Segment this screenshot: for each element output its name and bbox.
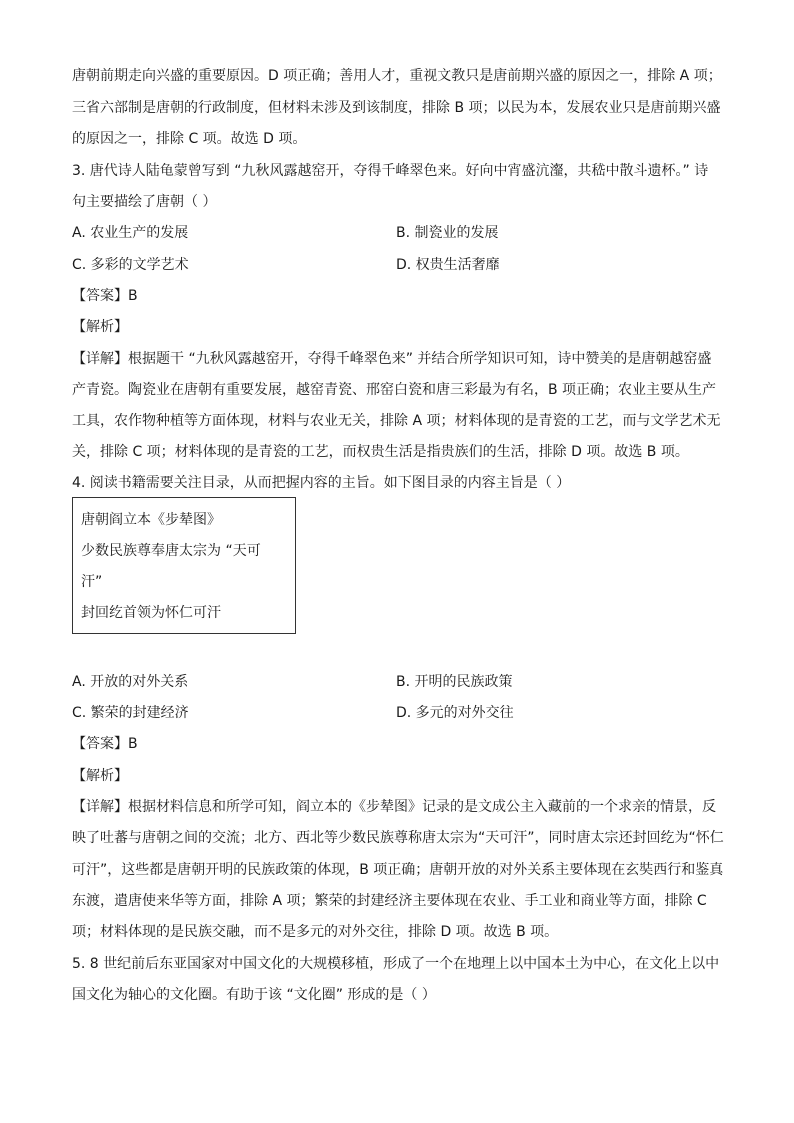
toc-line: 汗”: [81, 574, 103, 590]
q4-option-d: D. 多元的对外交往: [396, 705, 514, 721]
q3-option-a: A. 农业生产的发展: [72, 225, 189, 241]
q3-detail: 关，排除 C 项；材料体现的是青瓷的工艺，而权贵生活是指贵族们的生活，排除 D 项。故选 B 项。: [72, 444, 689, 460]
q3-option-b: B. 制瓷业的发展: [396, 225, 499, 241]
q3-analysis-label: 【解析】: [72, 319, 128, 335]
question-3-stem: 3. 唐代诗人陆龟蒙曾写到 “九秋风露越窑开，夺得千峰翠色来。好向中宵盛沆瀣，共嵇中散斗遗杯。” 诗: [72, 163, 709, 179]
text-line: 的原因之一，排除 C 项。故选 D 项。: [72, 131, 307, 147]
q3-detail: 【详解】根据题干 “九秋风露越窑开，夺得千峰翠色来” 并结合所学知识可知，诗中赞美的是唐朝越窑盛: [72, 351, 712, 367]
q4-detail: 映了吐蕃与唐朝之间的交流；北方、西北等少数民族尊称唐太宗为“天可汗”，同时唐太宗还封回纥为“怀仁: [72, 830, 724, 846]
q3-detail: 工具，农作物种植等方面体现，材料与农业无关，排除 A 项；材料体现的是青瓷的工艺，而与文学艺术无: [72, 413, 721, 429]
text-line: 唐朝前期走向兴盛的重要原因。D 项正确；善用人才，重视文教只是唐前期兴盛的原因之一，排除 A 项；: [72, 68, 722, 84]
q3-detail: 产青瓷。陶瓷业在唐朝有重要发展，越窑青瓷、邢窑白瓷和唐三彩最为有名，B 项正确；农业主要从生产: [72, 382, 717, 398]
q4-answer: 【答案】B: [72, 736, 138, 752]
toc-line: 少数民族尊奉唐太宗为 “天可: [81, 543, 261, 559]
text-line: 三省六部制是唐朝的行政制度，但材料未涉及到该制度，排除 B 项；以民为本，发展农业只是唐前期兴盛: [72, 100, 721, 116]
q4-option-c: C. 繁荣的封建经济: [72, 705, 189, 721]
question-5-stem: 国文化为轴心的文化圈。有助于该 “文化圈” 形成的是（ ）: [72, 987, 436, 1003]
question-4-stem: 4. 阅读书籍需要关注目录，从而把握内容的主旨。如下图目录的内容主旨是（ ）: [72, 475, 571, 491]
toc-line: 封回纥首领为怀仁可汗: [81, 605, 221, 621]
question-3-stem: 句主要描绘了唐朝（ ）: [72, 194, 217, 210]
q3-option-c: C. 多彩的文学艺术: [72, 257, 189, 273]
q4-detail: 【详解】根据材料信息和所学可知，阎立本的《步辇图》记录的是文成公主入藏前的一个求亲的情景，反: [72, 799, 716, 815]
q4-detail: 项；材料体现的是民族交融，而不是多元的对外交往，排除 D 项。故选 B 项。: [72, 924, 559, 940]
table-of-contents-box: [72, 497, 296, 634]
q3-option-d: D. 权贵生活奢靡: [396, 257, 500, 273]
q4-detail: 东渡，遣唐使来华等方面，排除 A 项；繁荣的封建经济主要体现在农业、手工业和商业等方面，排除 C: [72, 893, 707, 909]
q4-option-a: A. 开放的对外关系: [72, 674, 189, 690]
q4-analysis-label: 【解析】: [72, 768, 128, 784]
q3-answer: 【答案】B: [72, 288, 138, 304]
toc-line: 唐朝阎立本《步辇图》: [81, 512, 221, 528]
q4-detail: 可汗”，这些都是唐朝开明的民族政策的体现，B 项正确；唐朝开放的对外关系主要体现在玄奘西行和鉴真: [72, 862, 724, 878]
question-5-stem: 5. 8 世纪前后东亚国家对中国文化的大规模移植，形成了一个在地理上以中国本土为中心，在文化上以中: [72, 956, 720, 972]
q4-option-b: B. 开明的民族政策: [396, 674, 513, 690]
